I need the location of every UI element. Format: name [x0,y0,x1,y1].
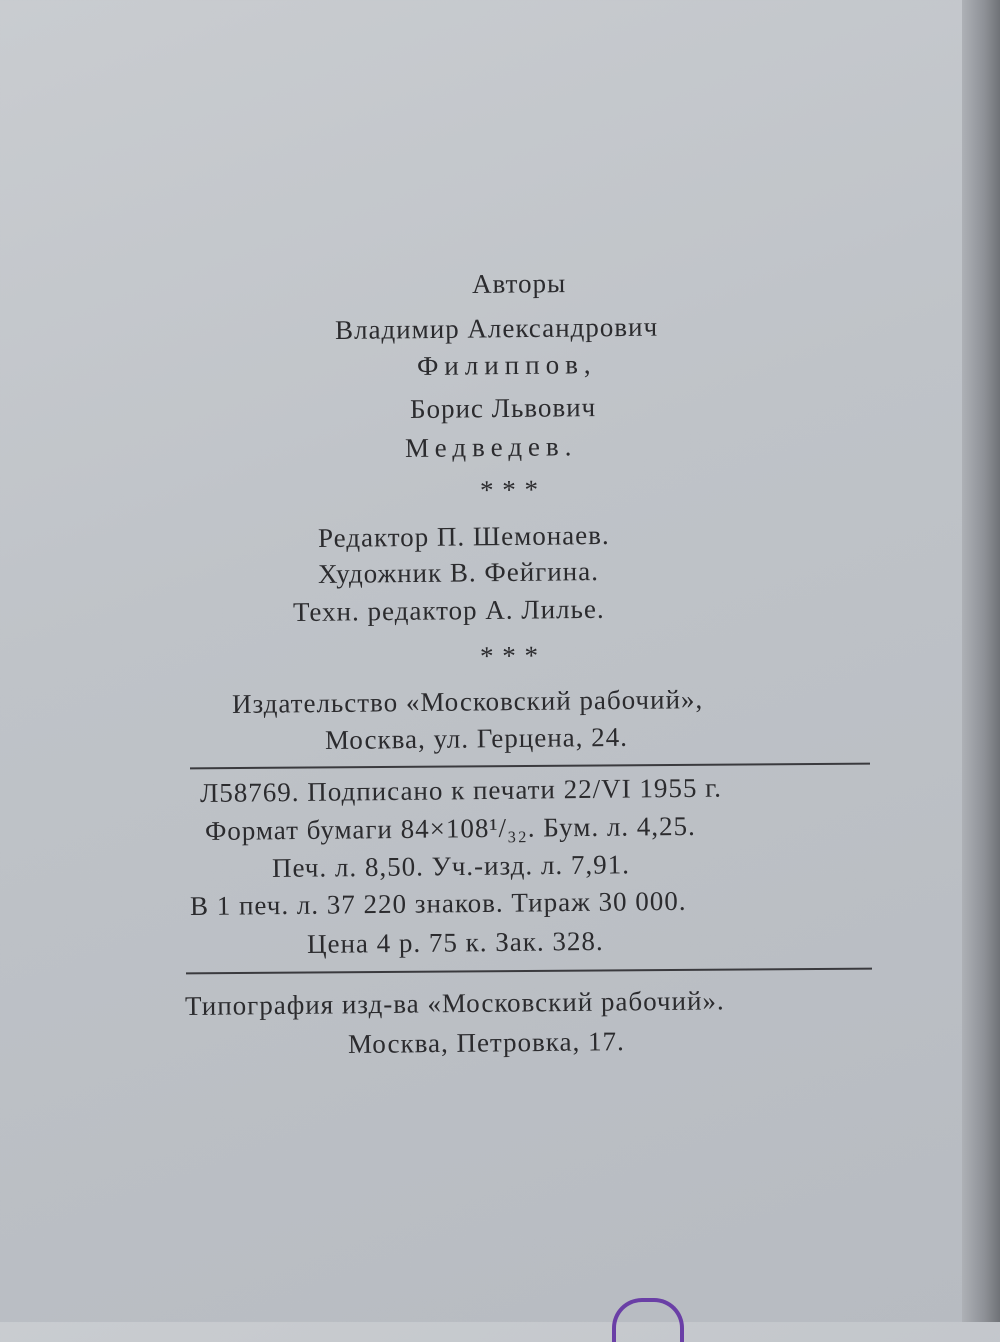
library-stamp-fragment [612,1298,684,1342]
editor-credit: Редактор П. Шемонаев. [317,519,610,553]
separator-stars-1: * * * [479,474,540,505]
divider-top [190,763,870,770]
separator-stars-2: * * * [479,640,540,671]
printer-name: Типография изд-ва «Московский рабочий». [184,985,725,1021]
printer-address: Москва, Петровка, 17. [347,1026,625,1059]
publisher-address: Москва, ул. Герцена, 24. [324,721,629,755]
artist-credit: Художник В. Фейгина. [317,556,600,589]
divider-bottom [186,968,872,975]
authors-heading: Авторы [471,268,567,299]
imprint-line-5: Цена 4 р. 75 к. Зак. 328. [306,925,604,959]
tech-editor-credit: Техн. редактор А. Лилье. [292,593,605,627]
imprint-line-2: Формат бумаги 84×108¹/₃₂. Бум. л. 4,25. [204,810,696,846]
publisher-name: Издательство «Московский рабочий», [231,684,704,719]
imprint-line-4: В 1 печ. л. 37 220 знаков. Тираж 30 000. [189,885,687,921]
author1-surname: Филиппов, [416,349,597,381]
author2-surname: Медведев. [404,431,578,463]
author2-name: Борис Львович [409,392,597,424]
author1-name: Владимир Александрович [334,311,659,345]
imprint-line-3: Печ. л. 8,50. Уч.-изд. л. 7,91. [271,849,631,883]
imprint-line-1: Л58769. Подписано к печати 22/VI 1955 г. [199,772,723,808]
